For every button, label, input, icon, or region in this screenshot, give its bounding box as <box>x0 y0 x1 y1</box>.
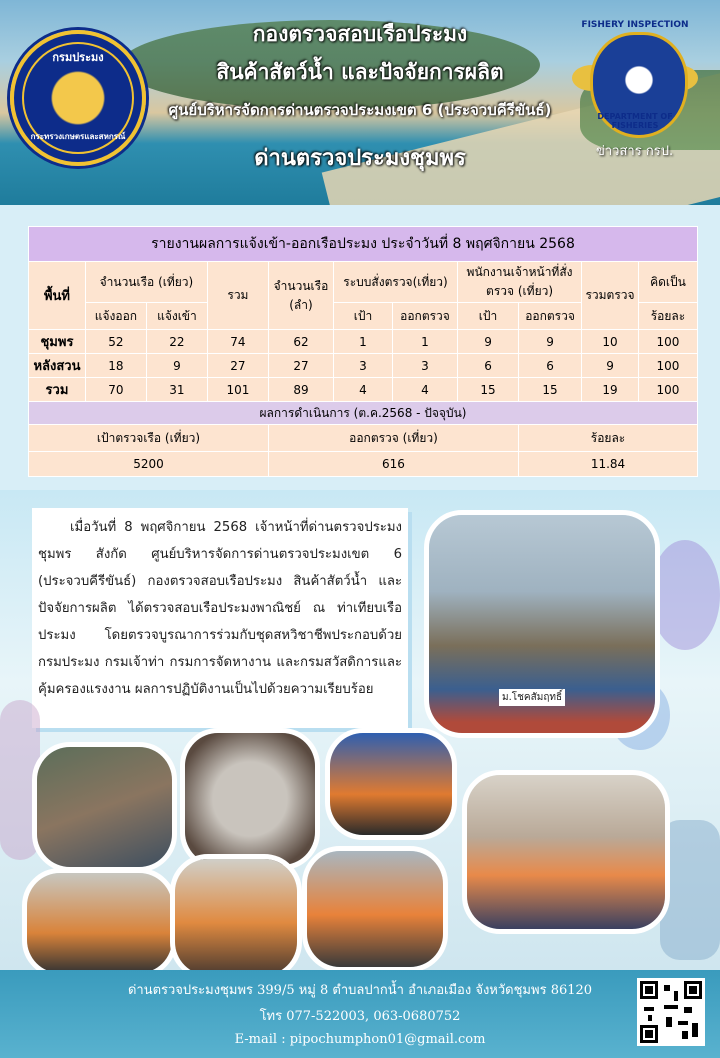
header-in: แจ้งเข้า <box>146 303 207 330</box>
cell-off-inspect: 9 <box>519 330 582 354</box>
cell-total-inspect: 10 <box>582 330 639 354</box>
cell-area: หลังสวน <box>29 354 86 378</box>
header-total-inspect: รวมตรวจ <box>582 262 639 330</box>
header-title-line4: ด่านตรวจประมงชุมพร <box>254 146 466 171</box>
cell-sys-target: 1 <box>333 330 392 354</box>
jellyfish-decoration <box>650 540 720 650</box>
cell-pct: 100 <box>638 330 697 354</box>
photo-officer-inspection <box>325 728 457 840</box>
photo-document-check <box>170 854 302 980</box>
perf-header-pct: ร้อยละ <box>519 425 698 452</box>
photo-fishing-nets <box>32 742 177 872</box>
header-area: พื้นที่ <box>29 262 86 330</box>
photo-team-group <box>462 770 670 934</box>
cell-out: 52 <box>85 330 146 354</box>
footer <box>0 970 720 1058</box>
perf-header-inspect: ออกตรวจ (เที่ยว) <box>268 425 518 452</box>
header-pct-unit: ร้อยละ <box>638 303 697 330</box>
cell-off-target: 9 <box>458 330 519 354</box>
perf-value-target: 5200 <box>29 452 269 477</box>
logo-left-bottom-text: กระทรวงเกษตรและสหกรณ์ <box>30 132 126 141</box>
photo-fishing-boat <box>424 510 660 738</box>
news-label: ข่าวสาร กรป. <box>596 144 674 159</box>
cell-off-inspect: 15 <box>519 378 582 402</box>
cell-pct: 100 <box>638 378 697 402</box>
cell-total: 101 <box>207 378 268 402</box>
header-off-inspect: ออกตรวจ <box>519 303 582 330</box>
cell-off-inspect: 6 <box>519 354 582 378</box>
cell-boats: 89 <box>268 378 333 402</box>
cell-in: 22 <box>146 330 207 354</box>
header-officer: พนักงานเจ้าหน้าที่สั่งตรวจ (เที่ยว) <box>458 262 582 303</box>
footer-address: ด่านตรวจประมงชุมพร 399/5 หมู่ 8 ตำบลปากน้ำ อำเภอเมือง จังหวัดชุมพร 86120 <box>127 983 593 998</box>
perf-value-inspect: 616 <box>268 452 518 477</box>
table-row <box>29 354 698 378</box>
footer-email: E-mail : pipochumphon01@gmail.com <box>234 1032 486 1047</box>
cell-sys-inspect: 1 <box>392 330 457 354</box>
footer-phone: โทร 077-522003, 063-0680752 <box>259 1009 461 1024</box>
header-sys-inspect: ออกตรวจ <box>392 303 457 330</box>
cell-out: 70 <box>85 378 146 402</box>
photo-worker-interview <box>22 868 177 978</box>
header-total: รวม <box>207 262 268 330</box>
perf-header-target: เป้าตรวจเรือ (เที่ยว) <box>29 425 269 452</box>
cell-sys-inspect: 3 <box>392 354 457 378</box>
cell-pct: 100 <box>638 354 697 378</box>
photo-crew-check <box>302 846 448 972</box>
cell-total: 27 <box>207 354 268 378</box>
cell-total-inspect: 19 <box>582 378 639 402</box>
cell-total: 74 <box>207 330 268 354</box>
cell-in: 9 <box>146 354 207 378</box>
cell-boats: 62 <box>268 330 333 354</box>
qr-code[interactable] <box>637 978 705 1046</box>
cell-sys-inspect: 4 <box>392 378 457 402</box>
fishery-inspection-logo <box>572 20 698 135</box>
header-trips: จำนวนเรือ (เที่ยว) <box>85 262 207 303</box>
boat-name-label: ม.โชคสัมฤทธิ์ <box>499 689 565 706</box>
paragraph-text: เมื่อวันที่ 8 พฤศจิกายน 2568 เจ้าหน้าที่ด่านตรวจประมงชุมพร สังกัด ศูนย์บริหารจัดการด่านตรวจประมงเขต 6 (ประจวบคีรีขันธ์) กองตรวจสอบเรือประมง สินค้าสัตว์น้ำ และปัจจัยการผลิต ได้ตรวจสอบเรือประมงพาณิชย์ ณ ท่าเทียบเรือประมง โดยตรวจบูรณาการร่วมกับชุดสหวิชาชีพประกอบด้วย กรมประมง กรมเจ้าท่า กรมการจัดหางาน และกรมสวัสดิการและคุ้มครองแรงงาน ผลการปฏิบัติงานเป็นไปด้วยความเรียบร้อย <box>38 520 402 697</box>
table-row <box>29 378 698 402</box>
photo-fish-catch <box>180 728 320 870</box>
cell-sys-target: 3 <box>333 354 392 378</box>
cell-off-target: 15 <box>458 378 519 402</box>
header-title-line3: ศูนย์บริหารจัดการด่านตรวจประมงเขต 6 (ประจวบคีรีขันธ์) <box>168 101 552 119</box>
header-title-line1: กองตรวจสอบเรือประมง <box>252 22 468 46</box>
logo-right-bottom-text: DEPARTMENT OF FISHERIES <box>597 112 673 130</box>
header-out: แจ้งออก <box>85 303 146 330</box>
cell-in: 31 <box>146 378 207 402</box>
logo-right-top-text: FISHERY INSPECTION <box>581 20 689 30</box>
cell-sys-target: 4 <box>333 378 392 402</box>
report-table <box>28 226 698 477</box>
performance-title: ผลการดำเนินการ (ต.ค.2568 - ปัจจุบัน) <box>29 402 698 425</box>
cell-off-target: 6 <box>458 354 519 378</box>
report-title: รายงานผลการแจ้งเข้า-ออกเรือประมง ประจำวันที่ 8 พฤศจิกายน 2568 <box>29 227 698 262</box>
header-boats: จำนวนเรือ (ลำ) <box>268 262 333 330</box>
perf-value-pct: 11.84 <box>519 452 698 477</box>
header-off-target: เป้า <box>458 303 519 330</box>
report-paragraph <box>32 508 408 728</box>
header-pct: คิดเป็น <box>638 262 697 303</box>
logo-left-top-text: กรมประมง <box>52 51 104 64</box>
cell-boats: 27 <box>268 354 333 378</box>
cell-area: ชุมพร <box>29 330 86 354</box>
table-row <box>29 330 698 354</box>
header-banner <box>0 0 720 205</box>
cell-total-inspect: 9 <box>582 354 639 378</box>
header-title-line2: สินค้าสัตว์น้ำ และปัจจัยการผลิต <box>216 60 504 84</box>
header-sys-target: เป้า <box>333 303 392 330</box>
header-system: ระบบสั่งตรวจ(เที่ยว) <box>333 262 457 303</box>
cell-out: 18 <box>85 354 146 378</box>
cell-area: รวม <box>29 378 86 402</box>
